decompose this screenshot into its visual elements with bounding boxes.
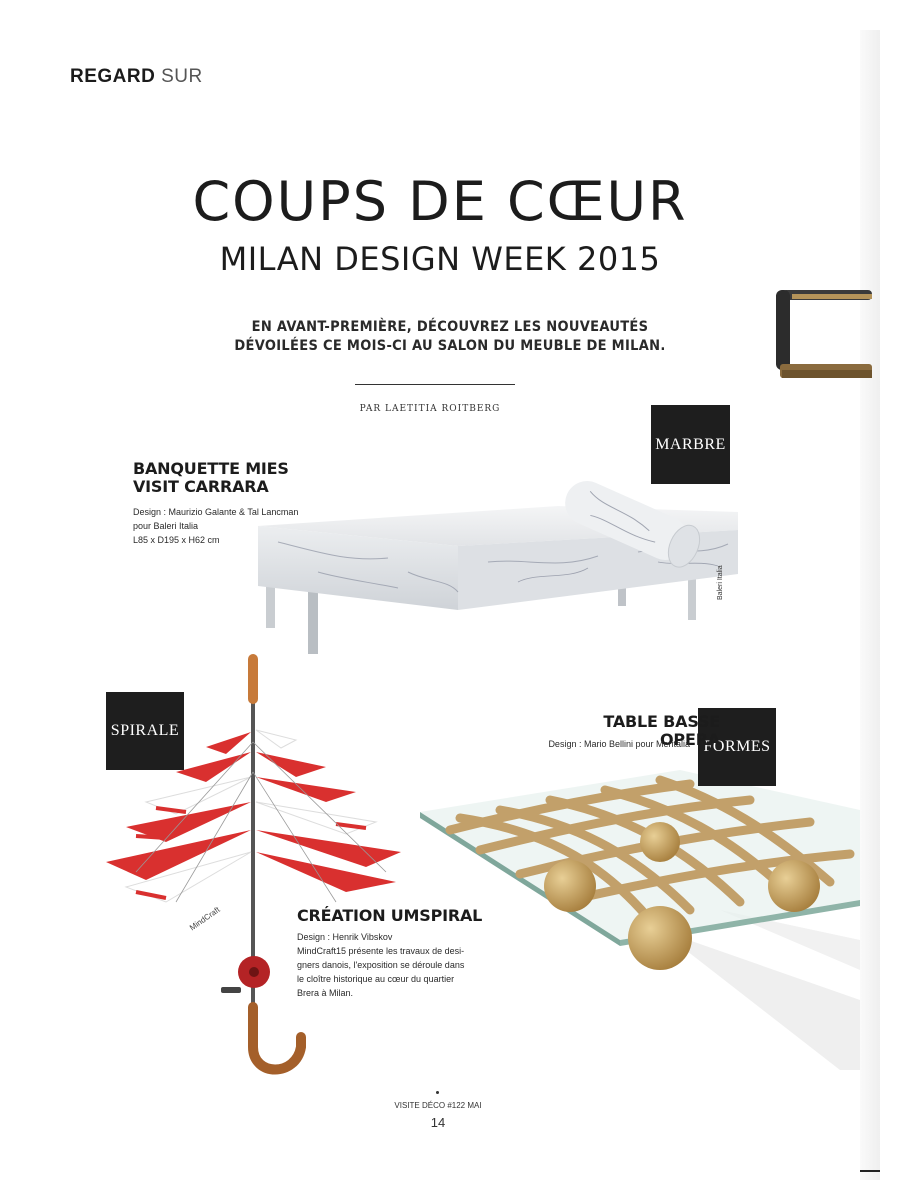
lamp-teaser-image: [772, 286, 872, 382]
spiral-text-line: Brera à Milan.: [297, 988, 354, 998]
corner-mark: [860, 1170, 880, 1172]
banquette-design-brand: pour Baleri Italia: [133, 521, 199, 531]
rubric-light: SUR: [161, 66, 203, 87]
banquette-dimensions: L85 x D195 x H62 cm: [133, 535, 220, 545]
umspiral-image: [96, 652, 416, 1082]
page-title: COUPS DE CŒUR: [192, 170, 688, 233]
byline: PAR LAETITIA ROITBERG: [359, 404, 501, 414]
banquette-design: Design : Maurizio Galante & Tal Lancman: [133, 507, 299, 517]
rubric-bold: REGARD: [70, 66, 156, 87]
banquette-title-line: VISIT CARRARA: [133, 477, 269, 496]
banquette-info: [133, 505, 343, 547]
divider-rule: [355, 384, 515, 385]
photo-credit-mindcraft: MindCraft: [188, 905, 222, 933]
tag-formes: FORMES: [698, 708, 776, 786]
spiral-info: [297, 930, 517, 1000]
tag-spirale: SPIRALE: [106, 692, 184, 770]
lead-line: EN AVANT-PREMIÈRE, DÉCOUVREZ LES NOUVEAUTÉS: [251, 319, 649, 335]
lead-paragraph: [170, 318, 730, 356]
spiral-text-line: gners danois, l'exposition se déroule dans: [297, 960, 465, 970]
spiral-title: CRÉATION UMSPIRAL: [297, 906, 483, 925]
tag-marbre: MARBRE: [651, 405, 730, 484]
spiral-text-line: MindCraft15 présente les travaux de desi-: [297, 946, 465, 956]
photo-credit-baleri: Baleri Italia: [717, 565, 724, 600]
table-title: TABLE BASSE OPERA: [603, 712, 720, 749]
table-opera-image: [420, 770, 860, 1080]
table-design: Design : Mario Bellini pour Meritalia: [548, 739, 690, 749]
next-page-edge: [860, 30, 880, 1180]
footer-dot: [436, 1091, 439, 1094]
footer-magazine: VISITE DÉCO #122 MAI: [394, 1101, 482, 1110]
page-number: 14: [430, 1115, 446, 1130]
spiral-text-line: le cloître historique au cœur du quartier: [297, 974, 455, 984]
spiral-design: Design : Henrik Vibskov: [297, 932, 393, 942]
banquette-title: [133, 460, 333, 496]
section-rubric: [70, 66, 203, 88]
banquette-title-line: BANQUETTE MIES: [133, 459, 289, 478]
lead-line: DÉVOILÉES CE MOIS-CI AU SALON DU MEUBLE DE MILAN.: [234, 338, 666, 354]
page-subtitle: MILAN DESIGN WEEK 2015: [219, 240, 661, 278]
